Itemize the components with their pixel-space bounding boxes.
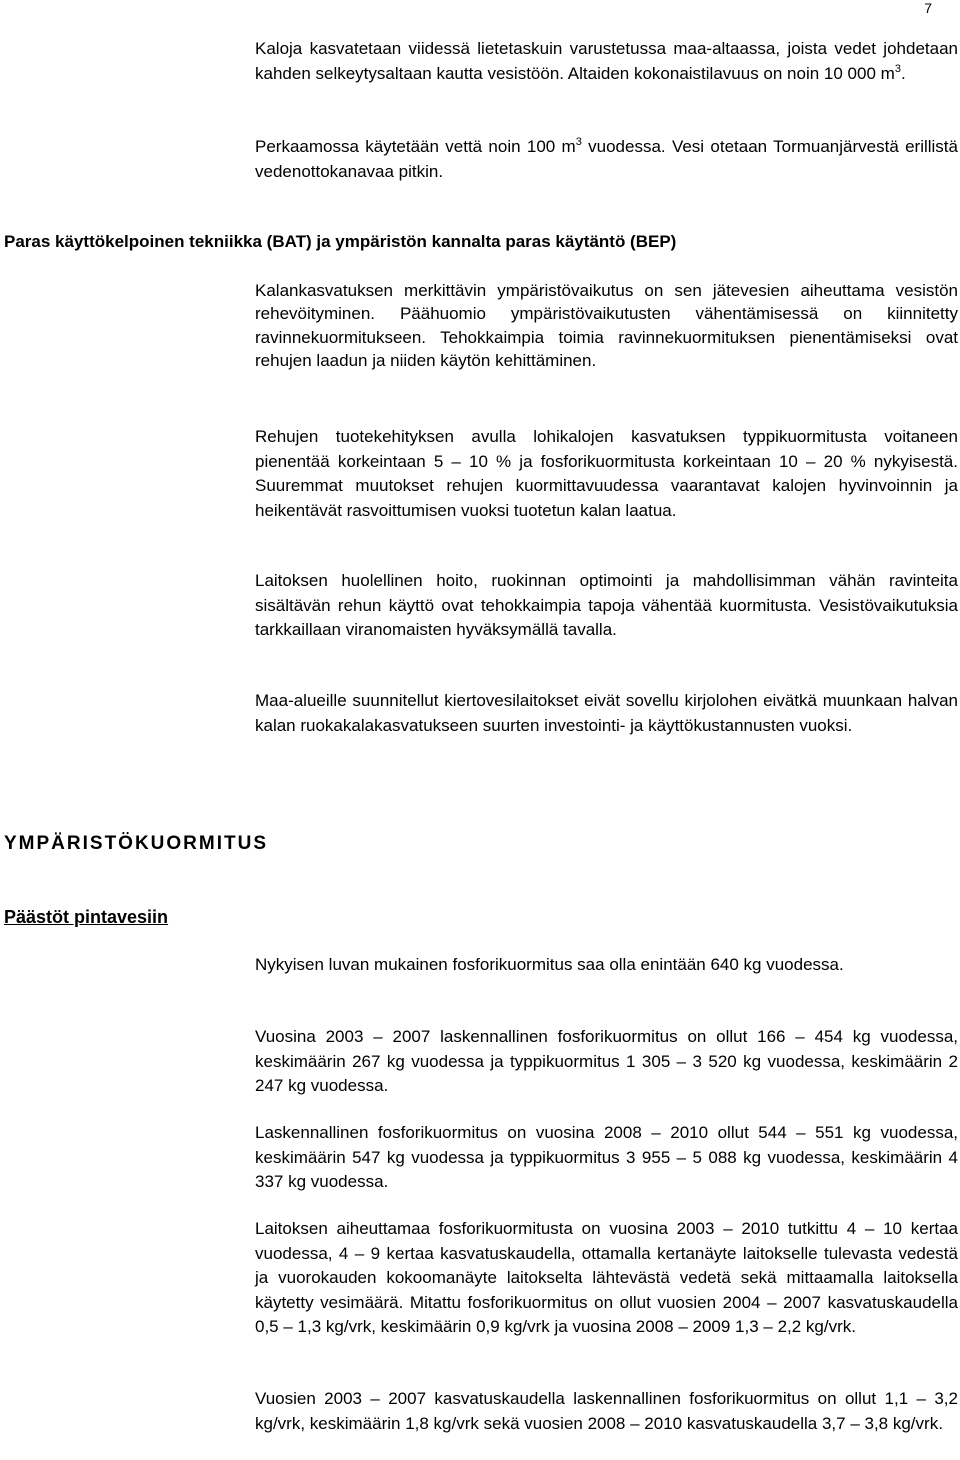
- emission-paragraph-permit: Nykyisen luvan mukainen fosforikuormitus saa olla enintään 640 kg vuodessa.: [255, 955, 844, 974]
- emission-paragraph-measurements: Laitoksen aiheuttamaa fosforikuormitusta on vuosina 2003 – 2010 tutkittu 4 – 10 kertaa vuodessa, 4 – 9 kertaa kasvatuskaudella, ottamalla kertanäyte laitokselle tulevasta vedestä ja vuorokauden kokoomanäyte laitokselta lähtevästä vedetä sekä mittaamalla laitoksella käytetty vesimäärä. Mitattu fosforikuormitus on ollut vuosien 2004 – 2007 kasvatuskaudella 0,5 – 1,3 kg/vrk, keskimäärin 0,9 kg/vrk ja vuosina 2008 – 2009 1,3 – 2,2 kg/vrk.: [255, 1219, 958, 1336]
- intro-paragraph-water-use-end: vuodessa. Vesi otetaan Tormuanjärvestä erillistä vedenottokanavaa pitkin.: [255, 137, 958, 181]
- emission-paragraph-season: Vuosien 2003 – 2007 kasvatuskaudella laskennallinen fosforikuormitus on ollut 1,1 – 3,2 kg/vrk, keskimäärin 1,8 kg/vrk sekä vuosien 2008 – 2010 kasvatuskaudella 3,7 – 3,8 kg/vrk.: [255, 1389, 958, 1433]
- intro-paragraph-basins-text: Kaloja kasvatetaan viidessä lietetaskuin varustetussa maa-altaassa, joista vedet johdetaan kahden selkeytysaltaan kautta vesistöön. Altaiden kokonaistilavuus on noin 10 000 m: [255, 39, 958, 83]
- intro-paragraph-water-use-text: Perkaamossa käytetään vettä noin 100 m: [255, 137, 576, 156]
- section-title: YMPÄRISTÖKUORMITUS: [4, 833, 268, 854]
- intro-paragraph-basins-end: .: [900, 63, 906, 83]
- bat-paragraph-feed: Rehujen tuotekehityksen avulla lohikalojen kasvatuksen typpikuormitusta voitaneen pienentää korkeintaan 5 – 10 % ja fosforikuormitusta korkeintaan 10 – 20 % nykyisestä. Suuremmat muutokset rehujen kuormittavuudessa vaarantavat kalojen hyvinvoinnin ja heikentävät rasvoittumisen vuoksi tuotetun kalan laatua.: [255, 427, 958, 520]
- emission-paragraph-2008-2010: Laskennallinen fosforikuormitus on vuosina 2008 – 2010 ollut 544 – 551 kg vuodessa, keskimäärin 547 kg vuodessa ja typpikuormitus 3 955 – 5 088 kg vuodessa, keskimäärin 4 337 kg vuodessa.: [255, 1123, 958, 1191]
- intro-paragraph-water-use: [255, 135, 958, 184]
- intro-paragraph-basins: [255, 37, 958, 86]
- bat-paragraph-recirculation: Maa-alueille suunnitellut kiertovesilaitokset eivät sovellu kirjolohen eivätkä muunkaan halvan kalan ruokakalakasvatukseen suurten investointi- ja käyttökustannusten vuoksi.: [255, 691, 958, 735]
- subsection-title: Päästöt pintavesiin: [4, 907, 169, 927]
- bat-paragraph-maintenance: Laitoksen huolellinen hoito, ruokinnan optimointi ja mahdollisimman vähän ravinteita sisältävän rehun käyttö ovat tehokkaimpia tapoja vähentää kuormitusta. Vesistövaikutuksia tarkkaillaan viranomaisten hyväksymällä tavalla.: [255, 571, 958, 639]
- page-number: 7: [924, 0, 932, 16]
- superscript-cubic: 3: [575, 136, 582, 148]
- superscript-cubic: 3: [894, 62, 901, 75]
- emission-paragraph-2003-2007: Vuosina 2003 – 2007 laskennallinen fosforikuormitus on ollut 166 – 454 kg vuodessa, keskimäärin 267 kg vuodessa ja typpikuormitus 1 305 – 3 520 kg vuodessa, keskimäärin 2 247 kg vuodessa.: [255, 1027, 958, 1095]
- bat-paragraph-impact: Kalankasvatuksen merkittävin ympäristövaikutus on sen jätevesien aiheuttama vesistön rehevöityminen. Päähuomio ympäristövaikutusten vähentämisessä on kiinnitetty ravinnekuormitukseen. Tehokkaimpia toimia ravinnekuormituksen pienentämiseksi ovat rehujen laadun ja niiden käytön kehittäminen.: [255, 281, 958, 370]
- bat-heading: Paras käyttökelpoinen tekniikka (BAT) ja ympäristön kannalta paras käytäntö (BEP): [4, 232, 677, 251]
